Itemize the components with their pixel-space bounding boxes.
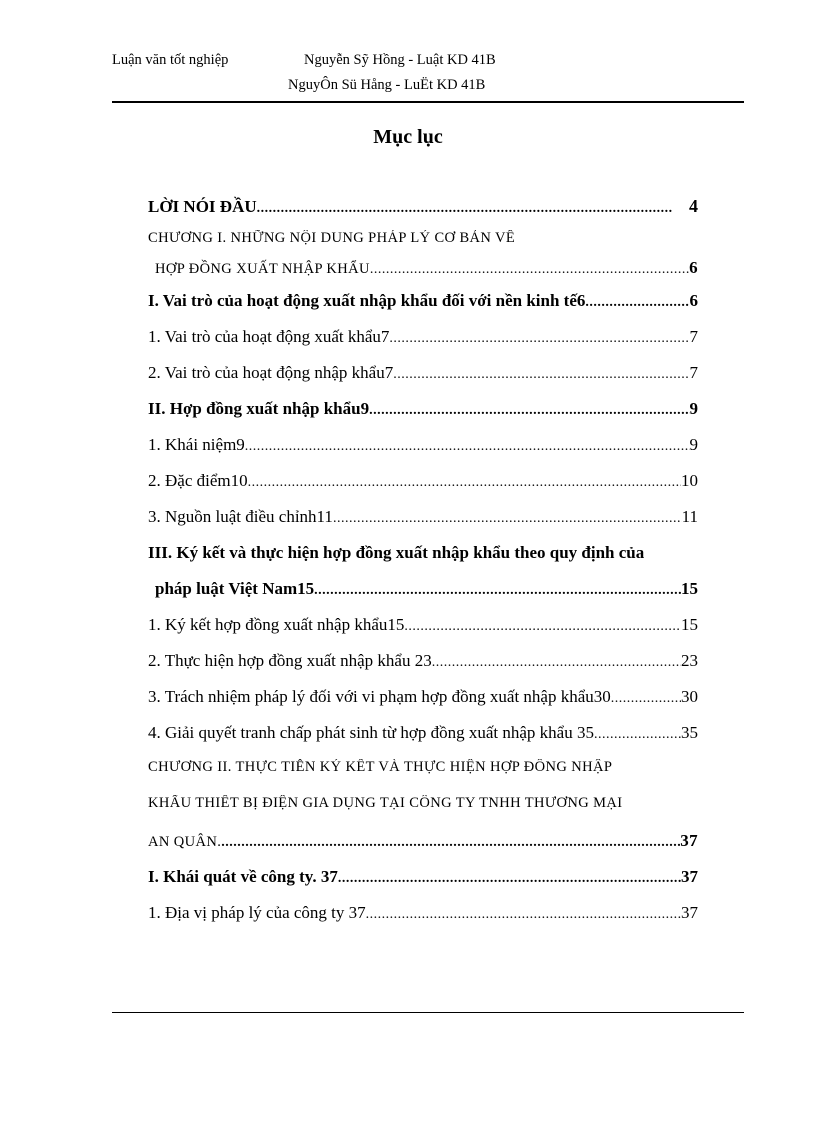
toc-entry-page: 37 <box>681 867 698 886</box>
footer-rule <box>112 1012 744 1013</box>
toc-entry-page: 23 <box>681 651 698 670</box>
toc-leader-dots <box>393 367 689 383</box>
header-rule <box>112 101 744 103</box>
toc-entry-page: 7 <box>689 327 698 346</box>
toc-entry-page: 4 <box>689 196 698 216</box>
toc-entry-text: 3. Trách nhiệm pháp lý đối với vi phạm hợp đồng xuất nhập khẩu30 <box>148 687 611 706</box>
toc-leader-dots <box>221 835 680 851</box>
toc-entry-text: pháp luật Việt Nam15 <box>155 579 315 598</box>
toc-entry-page: 11 <box>681 507 698 526</box>
header-author-line-garbled: NguyÔn Sü Hång - LuËt KD 41B <box>288 77 486 93</box>
toc-entry-text: AN QUÂN. <box>148 834 222 850</box>
toc-entry-page: 7 <box>689 363 698 382</box>
toc-entry-text: II. Hợp đồng xuất nhập khẩu9 <box>148 399 370 418</box>
header-thesis-label: Luận văn tốt nghiệp <box>112 52 229 68</box>
toc-entry-page: 10 <box>681 471 698 490</box>
page-title: Mục lục <box>373 126 443 148</box>
toc-entry[interactable] <box>148 435 698 471</box>
toc-entry-page: 37 <box>680 831 698 850</box>
toc-entry-text: 2. Vai trò của hoạt động nhập khẩu7 <box>148 363 394 382</box>
toc-entry-page: 35 <box>681 723 698 742</box>
toc-entry[interactable] <box>148 723 698 759</box>
toc-leader-dots <box>248 475 681 491</box>
toc-leader-dots <box>432 655 681 671</box>
toc-leader-dots <box>257 201 673 217</box>
toc-entry[interactable] <box>148 759 698 795</box>
toc-leader-dots <box>404 619 681 635</box>
toc-entry-text: HỢP ĐỒNG XUẤT NHẬP KHẨU <box>155 261 370 277</box>
toc-entry[interactable] <box>148 327 698 363</box>
toc-entry-text: 2. Đặc điểm10 <box>148 471 248 490</box>
toc-leader-dots <box>370 262 689 278</box>
toc-entry[interactable] <box>148 651 698 687</box>
header-author-line: Nguyễn Sỹ Hồng - Luật KD 41B <box>304 52 496 68</box>
toc-entry[interactable] <box>148 687 698 723</box>
toc-entry-text: CHƯƠNG I. NHỮNG NỘI DUNG PHÁP LÝ CƠ BẢN VỀ <box>148 230 516 246</box>
toc-leader-dots <box>611 691 681 707</box>
toc-entry[interactable] <box>148 831 698 867</box>
toc-leader-dots <box>369 403 689 419</box>
toc-leader-dots <box>585 295 689 311</box>
table-of-contents <box>148 196 698 939</box>
toc-entry[interactable] <box>148 795 698 831</box>
toc-entry[interactable] <box>148 471 698 507</box>
toc-entry[interactable] <box>148 363 698 399</box>
toc-entry-text: 3. Nguồn luật điều chỉnh11 <box>148 507 333 526</box>
toc-entry[interactable] <box>148 399 698 435</box>
toc-entry-page: 15 <box>681 579 698 598</box>
toc-entry-page: 37 <box>681 903 698 922</box>
toc-entry-text: CHƯƠNG II. THỰC TIỄN KÝ KẾT VÀ THỰC HIỆN HỢP ĐỒNG NHẬP <box>148 759 613 775</box>
toc-entry[interactable] <box>148 258 698 291</box>
toc-leader-dots <box>314 583 681 599</box>
toc-entry-text: I. Vai trò của hoạt động xuất nhập khẩu đối với nền kinh tế6 <box>148 291 586 310</box>
toc-leader-dots <box>594 727 681 743</box>
toc-entry-page: 6 <box>689 291 698 310</box>
toc-entry-text: 1. Địa vị pháp lý của công ty 37 <box>148 903 366 922</box>
toc-entry[interactable] <box>148 507 698 543</box>
toc-entry-text: 1. Vai trò của hoạt động xuất khẩu7 <box>148 327 390 346</box>
toc-leader-dots <box>366 907 681 923</box>
toc-entry[interactable] <box>148 867 698 903</box>
toc-entry-text: KHẨU THIẾT BỊ ĐIỆN GIA DỤNG TẠI CÔNG TY TNHH THƯƠNG MẠI <box>148 795 623 811</box>
toc-entry-page: 15 <box>681 615 698 634</box>
toc-entry-text: 4. Giải quyết tranh chấp phát sinh từ hợp đồng xuất nhập khẩu 35 <box>148 723 594 742</box>
toc-entry[interactable] <box>148 230 698 258</box>
toc-entry-page: 30 <box>681 687 698 706</box>
toc-entry-text: 2. Thực hiện hợp đồng xuất nhập khẩu 23 <box>148 651 432 670</box>
toc-entry[interactable] <box>148 543 698 579</box>
toc-entry-page: 6 <box>689 258 698 277</box>
toc-entry-text: 1. Ký kết hợp đồng xuất nhập khẩu15 <box>148 615 405 634</box>
toc-entry[interactable] <box>148 196 698 230</box>
toc-entry-text: LỜI NÓI ĐẦU <box>148 197 257 216</box>
toc-entry[interactable] <box>148 615 698 651</box>
toc-entry-page: 9 <box>689 435 698 454</box>
toc-entry-text: I. Khái quát về công ty. 37 <box>148 867 338 886</box>
toc-leader-dots <box>338 871 681 887</box>
toc-leader-dots <box>245 439 690 455</box>
toc-entry-page: 9 <box>689 399 698 418</box>
toc-entry[interactable] <box>148 903 698 939</box>
toc-entry[interactable] <box>148 291 698 327</box>
toc-leader-dots <box>389 331 689 347</box>
page-header <box>112 52 744 104</box>
toc-entry[interactable] <box>148 579 698 615</box>
toc-leader-dots <box>333 511 682 527</box>
toc-entry-text: III. Ký kết và thực hiện hợp đồng xuất nhập khẩu theo quy định của <box>148 543 645 562</box>
toc-entry-text: 1. Khái niệm9 <box>148 435 245 454</box>
